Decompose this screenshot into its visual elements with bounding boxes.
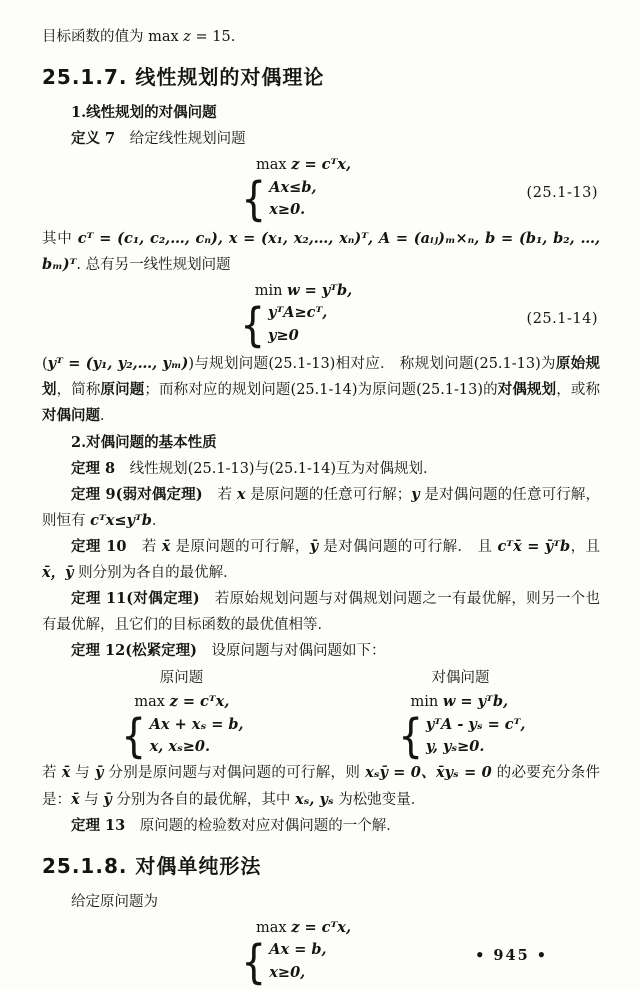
primal-column (42, 666, 321, 763)
subsection-2-heading: 2.对偶问题的基本性质 (71, 433, 217, 451)
dual-constraint-1: yᵀA - yₛ = cᵀ, (425, 715, 526, 733)
formula-constraint-13b: x≥0. (269, 201, 306, 219)
dual-column-title: 对偶问题 (431, 670, 490, 687)
definition-7-paragraph: 定义 7 给定线性规划问题 (71, 130, 246, 148)
theorem-10-paragraph: 定理 10 若 x̄ 是原问题的可行解，ȳ 是对偶问题的可行解． 且 cᵀx̄ = ȳᵀb，且 x̄，ȳ 则分别为各自的最优解． (42, 537, 601, 582)
dual-objective: min w = yᵀb, (410, 693, 509, 711)
slack-condition-paragraph: 若 x̄ 与 ȳ 分别是原问题与对偶问题的可行解，则 xₛȳ = 0、x̄yₛ = 0 的必要充分条件是：x̄ 与 ȳ 分别为各自的最优解，其中 xₛ, yₛ 为松弛变量． (42, 764, 601, 808)
theorem-13-paragraph: 定理 13 原问题的检验数对应对偶问题的一个解． (71, 816, 401, 834)
final-constraint-2: x≥0, (269, 963, 306, 981)
formula-objective-13: max z = cᵀx, (256, 156, 351, 174)
dual-constraint-2: y, yₛ≥0. (425, 737, 485, 755)
dual-column (321, 666, 600, 763)
formula-objective-14: min w = yᵀb, (254, 281, 353, 299)
formula-constraint-14a: yᵀA≥cᵀ, (268, 304, 328, 322)
page-number: • 945 • (475, 947, 548, 964)
left-brace-icon: { (121, 708, 147, 763)
left-brace-icon: { (241, 934, 267, 989)
primal-column-title: 原问题 (159, 670, 204, 687)
given-problem-paragraph: 给定原问题为 (71, 893, 158, 910)
final-constraint-1: Ax = b, (269, 941, 327, 959)
theorem-9-paragraph: 定理 9(弱对偶定理) 若 x 是原问题的任意可行解；y 是对偶问题的任意可行解，则恒有 cᵀx≤yᵀb． (42, 485, 601, 529)
formula-constraint-14b: y≥0 (268, 326, 299, 344)
final-objective: max z = cᵀx, (256, 918, 351, 936)
dual-definition-paragraph: (yᵀ = (y₁, y₂,…, yₘ))与规划问题(25.1-13)相对应． 称规划问题(25.1-13)为原始规划，简称原问题；而称对应的规划问题(25.1-14)为原问题(25.1-13)的对偶规划，或称对偶问题． (42, 355, 601, 425)
where-paragraph: 其中 cᵀ = (c₁, c₂,…, cₙ), x = (x₁, x₂,…, xₙ)ᵀ, A = (aᵢⱼ)ₘ×ₙ, b = (b₁, b₂, …, bₘ)ᵀ. 总有另一线性规划问题 (42, 229, 600, 273)
theorem-8-paragraph: 定理 8 线性规划(25.1-13)与(25.1-14)互为对偶规划． (71, 459, 438, 477)
left-brace-icon: { (241, 172, 267, 227)
left-brace-icon: { (239, 297, 265, 352)
primal-constraint-1: Ax + xₛ = b, (149, 715, 244, 733)
theorem-12-paragraph: 定理 12(松紧定理) 设原问题与对偶问题如下： (71, 642, 386, 660)
section-heading-25-1-8: 25.1.8. 对偶单纯形法 (42, 853, 262, 878)
formula-constraint-13a: Ax≤b, (269, 178, 317, 196)
section-heading-25-1-7: 25.1.7. 线性规划的对偶理论 (42, 65, 325, 90)
equation-25-1-14 (42, 280, 600, 352)
equation-number-25-1-13: (25.1-13) (526, 185, 598, 202)
equation-number-25-1-14: (25.1-14) (526, 310, 598, 327)
primal-objective: max z = cᵀx, (134, 693, 230, 711)
left-brace-icon: { (397, 708, 423, 763)
primal-constraint-2: x, xₛ≥0. (149, 737, 211, 755)
theorem-11-paragraph: 定理 11(对偶定理) 若原始规划问题与对偶规划问题之一有最优解，则另一个也有最优解，且它们的目标函数的最优值相等． (42, 590, 600, 634)
primal-dual-comparison (42, 666, 600, 763)
intro-paragraph: 目标函数的值为 max z = 15. (42, 29, 236, 45)
equation-25-1-13 (42, 154, 600, 227)
subsection-1-heading: 1.线性规划的对偶问题 (71, 104, 217, 122)
